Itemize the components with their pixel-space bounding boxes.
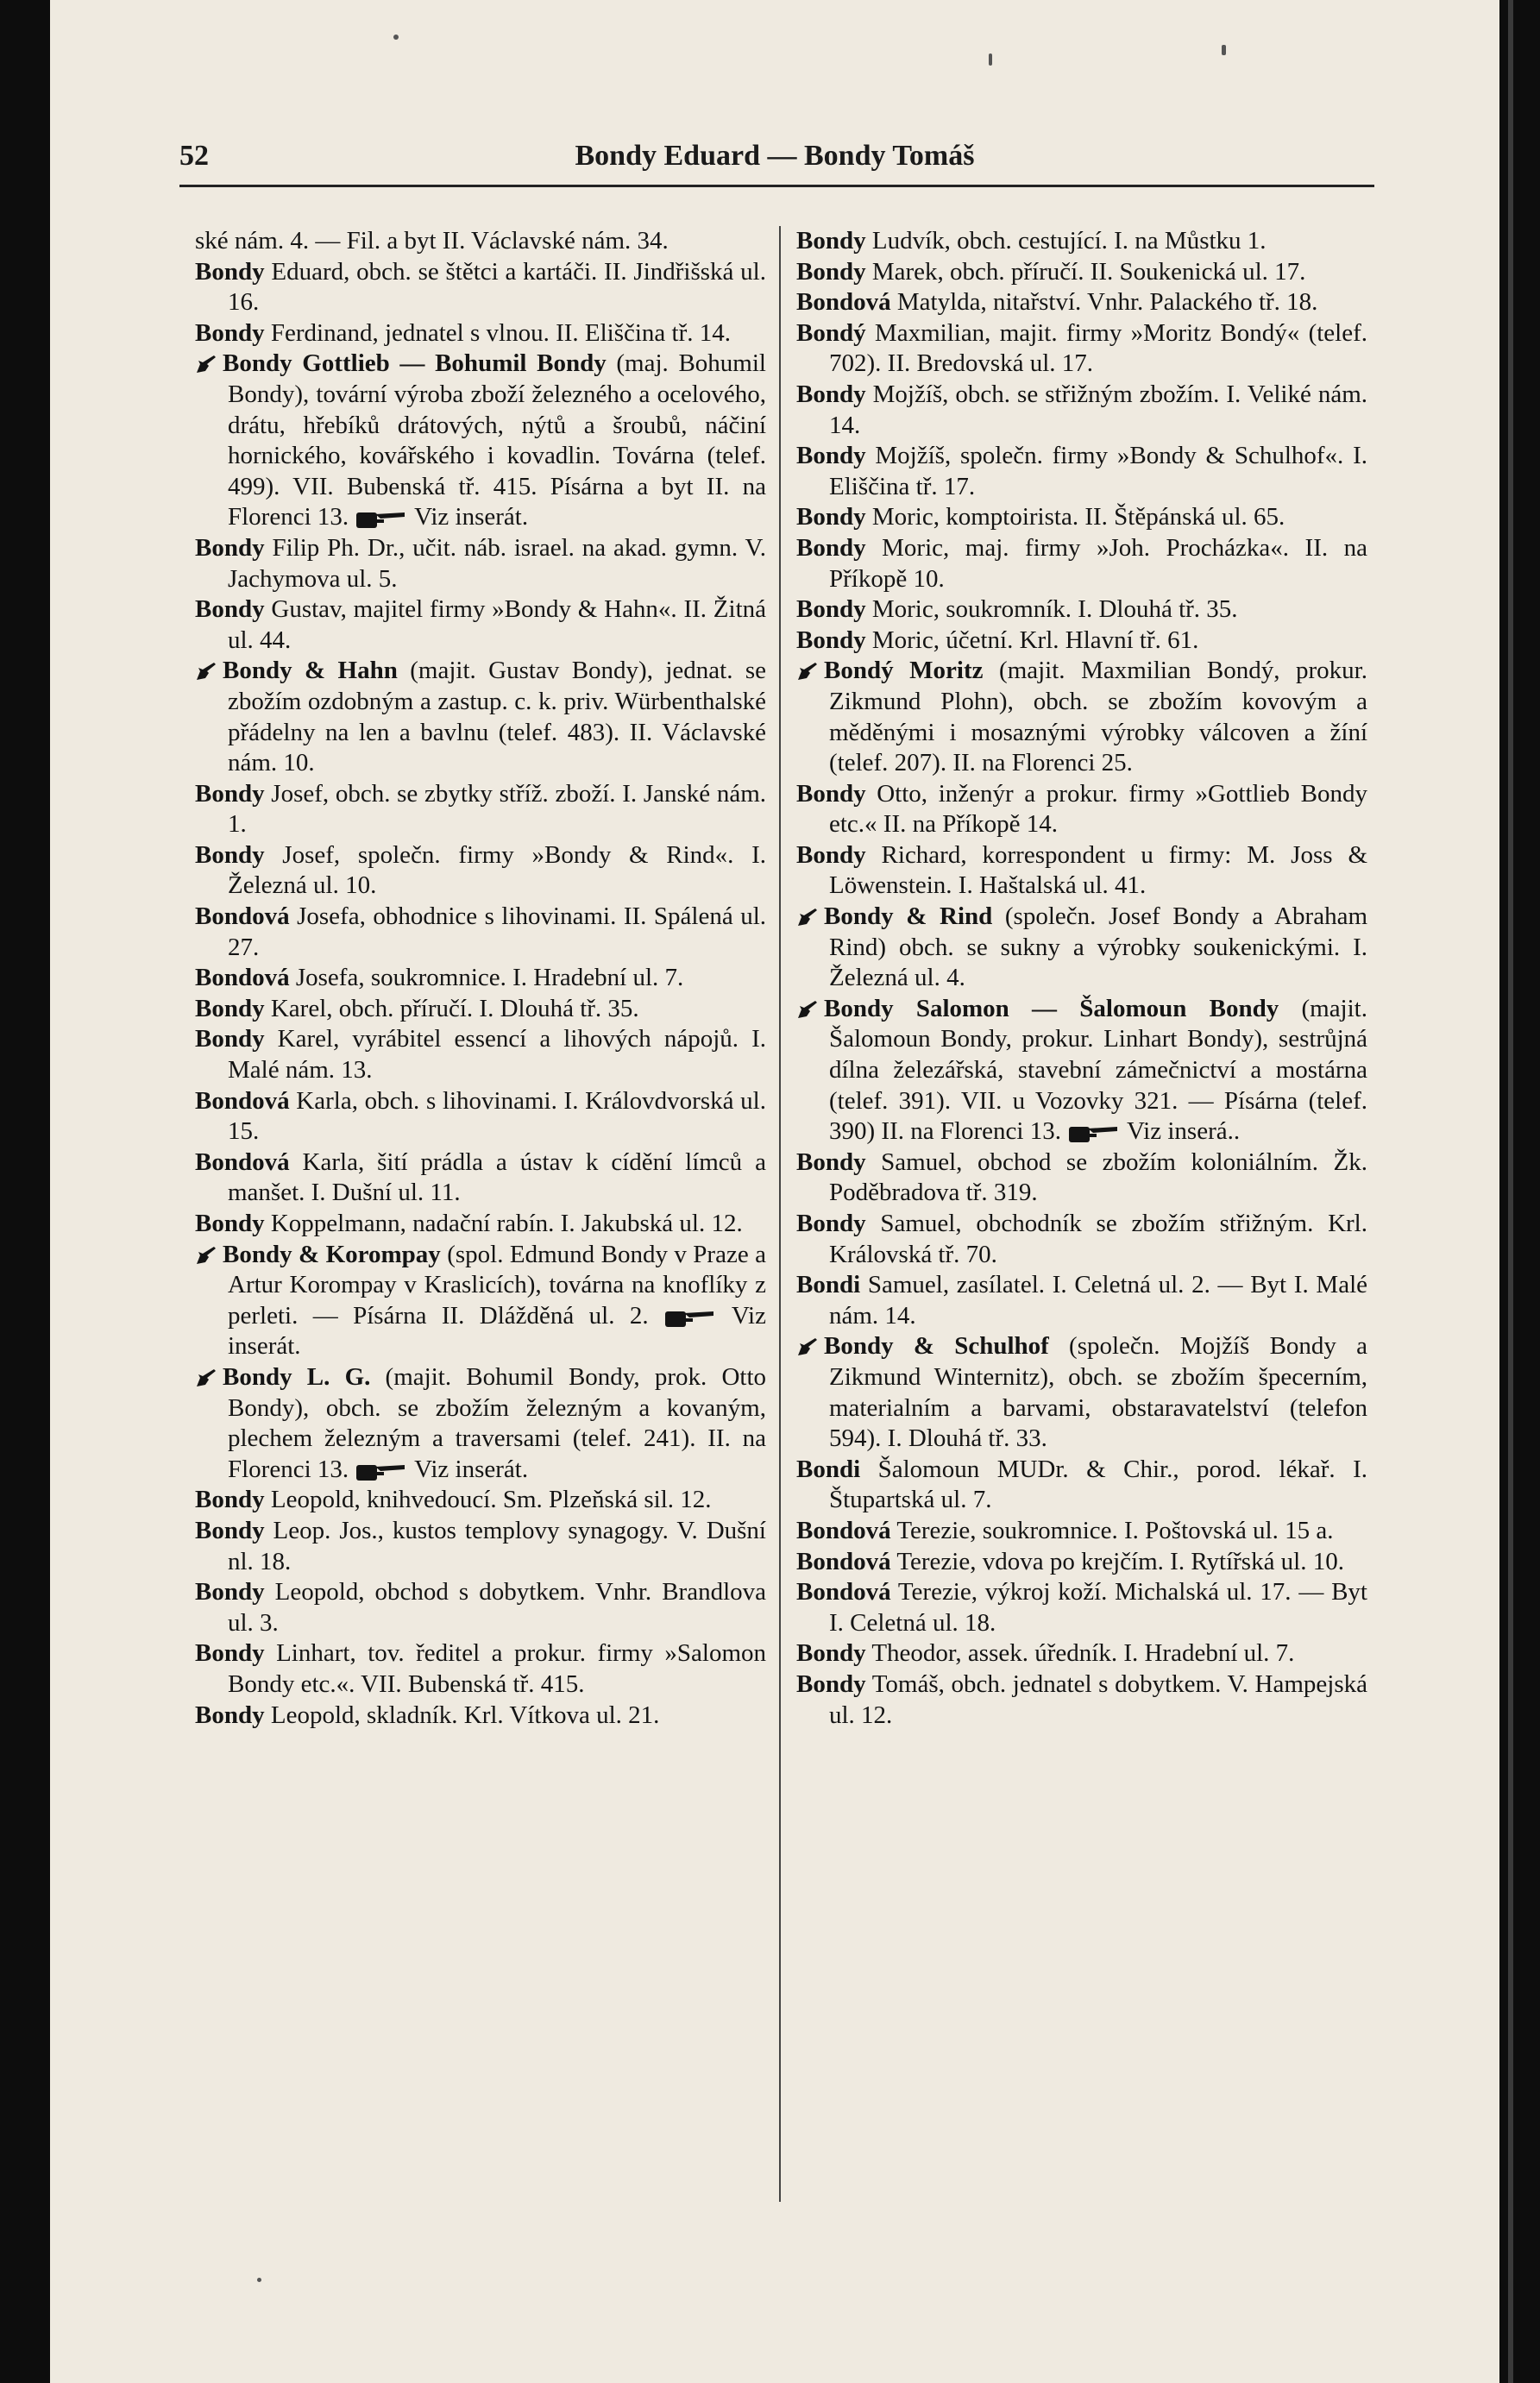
directory-entry — [195, 257, 766, 318]
entry-details: ské nám. 4. — Fil. a byt II. Václavské nám. 34. — [195, 227, 669, 255]
pointing-finger-icon — [355, 1455, 408, 1486]
entry-details: (maj. Bohumil Bondy), tovární výroba zboží železného a ocelového, drátu, hřebíků drátových, nýtů a šroubů, náčiní hornického, kovářského i kovadlin. Továrna (telef. 499). VII. Bubenská tř. 415. Písárna a byt II. na Florenci 13. — [228, 349, 766, 531]
entry-details: Moric, účetní. Krl. Hlavní tř. 61. — [865, 626, 1199, 654]
entry-name: Bondy — [796, 626, 866, 654]
entry-name: Bondy — [796, 1639, 866, 1668]
entry-details: Moric, komptoirista. II. Štěpánská ul. 65. — [865, 503, 1285, 531]
entry-details: Leopold, obchod s dobytkem. Vnhr. Brandlova ul. 3. — [228, 1578, 766, 1637]
entry-details: Josefa, soukromnice. I. Hradební ul. 7. — [289, 964, 684, 992]
entry-name: Bondy — [796, 840, 866, 869]
directory-entry — [195, 1209, 766, 1240]
entry-name: Bondová — [195, 1086, 290, 1115]
entry-details: Karel, obch. příručí. I. Dlouhá tř. 35. — [264, 994, 639, 1022]
directory-entry — [195, 1147, 766, 1209]
directory-entry — [195, 902, 766, 963]
directory-entry — [796, 533, 1367, 594]
entry-name: Bondy — [195, 257, 265, 286]
entry-name: Bondy — [195, 1516, 265, 1544]
page-number: 52 — [179, 140, 209, 172]
entry-details: (majit. Šalomoun Bondy, prokur. Linhart Bondy), sestrůjná dílna železářská, stavební zámečnictví a mostárna (telef. 391). VII. u Vozovky 321. — Písárna (telef. 390) II. na Florenci 13. — [829, 994, 1367, 1146]
left-column — [195, 226, 766, 2297]
pointing-hand-icon — [195, 1362, 223, 1393]
entry-details: Terezie, soukromnice. I. Poštovská ul. 15 a. — [890, 1516, 1334, 1544]
entry-details: Leop. Jos., kustos templovy synagogy. V. Dušní nl. 18. — [228, 1516, 766, 1575]
entry-name: Bondy Gottlieb — Bohumil Bondy — [223, 349, 607, 378]
directory-entry — [796, 1455, 1367, 1516]
entry-name: Bondy & Hahn — [223, 657, 398, 685]
entry-details: Josef, společn. firmy »Bondy & Rind«. I. Železná ul. 10. — [228, 840, 766, 900]
entry-details: Josefa, obhodnice s lihovinami. II. Spálená ul. 27. — [228, 902, 766, 961]
pointing-hand-icon — [796, 994, 824, 1025]
directory-entry — [796, 779, 1367, 840]
directory-entry — [195, 533, 766, 594]
pointing-finger-icon — [663, 1301, 717, 1332]
directory-entry — [195, 1516, 766, 1577]
entry-details: Marek, obch. příručí. II. Soukenická ul. 17. — [865, 257, 1306, 286]
directory-entry — [195, 963, 766, 994]
directory-entry — [796, 902, 1367, 994]
directory-entry — [195, 656, 766, 778]
entry-name: Bondy — [195, 840, 265, 869]
directory-entry — [796, 502, 1367, 533]
entry-details: Ludvík, obch. cestující. I. na Můstku 1. — [865, 227, 1267, 255]
entry-name: Bondy — [195, 318, 265, 347]
entry-details: Matylda, nitařství. Vnhr. Palackého tř. 18. — [890, 288, 1318, 317]
entry-details: Mojžíš, společn. firmy »Bondy & Schulhof«. I. Eliščina tř. 17. — [829, 442, 1367, 500]
entry-details: Ferdinand, jednatel s vlnou. II. Eliščina tř. 14. — [264, 318, 732, 347]
entry-name: Bondy — [796, 1210, 866, 1237]
directory-entry — [796, 1147, 1367, 1209]
entry-details: (spol. Edmund Bondy v Praze a Artur Korompay v Kraslicích), továrna na knoflíky z perleti. — Písárna II. Dlážděná ul. 2. — [228, 1240, 766, 1330]
entry-name: Bondová — [796, 288, 891, 317]
entry-name: Bondy & Korompay — [223, 1240, 441, 1268]
paper-speck — [1222, 45, 1226, 55]
entry-details: Maxmilian, majit. firmy »Moritz Bondý« (telef. 702). II. Bredovská ul. 17. — [829, 318, 1367, 378]
directory-entry — [195, 1701, 766, 1732]
directory-entry — [796, 656, 1367, 778]
directory-entry — [195, 994, 766, 1025]
entry-name: Bondy — [796, 595, 866, 624]
directory-entry — [195, 1485, 766, 1516]
entry-details: (majit. Maxmilian Bondý, prokur. Zikmund Plohn), obch. se zbožím kovovým a měděnými i mosaznými výrobky válcoven a žíní (telef. 207). II. na Florenci 25. — [829, 657, 1367, 777]
pointing-finger-icon — [355, 502, 408, 533]
entry-name: Bondy — [796, 533, 866, 562]
entry-details: Samuel, obchod se zbožím koloniálním. Žk. Poděbradova tř. 319. — [829, 1147, 1367, 1207]
entry-details: Mojžíš, obch. se střižným zbožím. I. Veliké nám. 14. — [829, 380, 1367, 439]
entry-details: Eduard, obch. se štětci a kartáči. II. Jindřišská ul. 16. — [228, 257, 766, 317]
entry-name: Bondová — [796, 1516, 891, 1544]
entry-name: Bondy — [195, 1486, 265, 1514]
pointing-hand-icon — [796, 902, 824, 933]
directory-entry — [796, 626, 1367, 657]
entry-details: Theodor, assek. úředník. I. Hradební ul. 7. — [865, 1639, 1295, 1668]
directory-entry — [195, 1240, 766, 1362]
entry-name: Bondová — [195, 964, 290, 992]
entry-name: Bondy — [796, 1147, 866, 1176]
header-rule — [179, 185, 1374, 187]
column-divider — [779, 226, 781, 2202]
entry-name: Bondy — [796, 257, 866, 286]
see-advertisement-note: Viz inserát. — [414, 1455, 529, 1483]
entry-name: Bondy — [796, 779, 866, 808]
entry-name: Bondy — [195, 533, 265, 562]
pointing-hand-icon — [195, 1240, 223, 1271]
entry-details: Richard, korrespondent u firmy: M. Joss & Löwenstein. I. Haštalská ul. 41. — [829, 840, 1367, 900]
entry-name: Bondy Salomon — Šalomoun Bondy — [824, 994, 1279, 1022]
directory-entry — [195, 318, 766, 349]
directory-entry — [796, 1638, 1367, 1669]
directory-entry — [796, 994, 1367, 1147]
entry-name: Bondi — [796, 1271, 861, 1299]
running-header — [179, 140, 1370, 183]
entry-details: Samuel, zasílatel. I. Celetná ul. 2. — Byt I. Malé nám. 14. — [829, 1271, 1367, 1330]
entry-details: Leopold, knihvedoucí. Sm. Plzeňská sil. 12. — [264, 1486, 712, 1514]
entry-name: Bondy — [796, 1669, 866, 1698]
entry-details: Filip Ph. Dr., učit. náb. israel. na akad. gymn. V. Jachymova ul. 5. — [228, 533, 766, 593]
directory-entry — [796, 441, 1367, 502]
entry-details: Šalomoun MUDr. & Chir., porod. lékař. I. Štupartská ul. 7. — [829, 1455, 1367, 1514]
entry-details: Otto, inženýr a prokur. firmy »Gottlieb Bondy etc.« II. na Příkopě 14. — [829, 779, 1367, 839]
entry-details: Samuel, obchodník se zbožím střižným. Krl. Královská tř. 70. — [829, 1210, 1367, 1268]
directory-entry — [796, 1331, 1367, 1454]
entry-name: Bondy — [796, 442, 866, 470]
entry-details: Tomáš, obch. jednatel s dobytkem. V. Hampejská ul. 12. — [829, 1669, 1367, 1729]
paper-speck — [989, 53, 992, 66]
directory-entry — [195, 1638, 766, 1700]
directory-entry — [195, 1086, 766, 1147]
entry-name: Bondý — [796, 318, 866, 347]
directory-entry — [195, 349, 766, 533]
directory-entry — [195, 779, 766, 840]
entry-details: Karla, šití prádla a ústav k cídění límců a manšet. I. Dušní ul. 11. — [228, 1147, 766, 1207]
directory-page — [50, 0, 1499, 2383]
pointing-hand-icon — [796, 1331, 824, 1362]
see-advertisement-note: Viz inserát. — [414, 503, 529, 531]
directory-entry — [796, 1669, 1367, 1731]
entry-details: Terezie, výkroj koží. Michalská ul. 17. — Byt I. Celetná ul. 18. — [829, 1578, 1367, 1637]
directory-entry — [796, 1270, 1367, 1331]
entry-details: (majit. Gustav Bondy), jednat. se zbožím ozdobným a zastup. c. k. priv. Würbenthalské přádelny na len a bavlnu (telef. 483). II. Václavské nám. 10. — [228, 657, 766, 777]
entry-name: Bondy — [195, 1578, 265, 1606]
directory-entry — [195, 1362, 766, 1485]
directory-entry — [796, 1547, 1367, 1578]
entry-name: Bondy L. G. — [223, 1362, 371, 1391]
directory-entry — [195, 1577, 766, 1638]
right-column — [796, 226, 1367, 2297]
entry-name: Bondy — [195, 1210, 265, 1237]
pointing-hand-icon — [195, 656, 223, 687]
entry-name: Bondová — [195, 1147, 290, 1176]
directory-entry — [796, 1577, 1367, 1638]
entry-details: Koppelmann, nadační rabín. I. Jakubská ul. 12. — [264, 1210, 743, 1237]
directory-entry — [796, 318, 1367, 380]
entry-details: (společn. Mojžíš Bondy a Zikmund Winternitz), obch. se zbožím špecerním, materialním a barvami, obstaravatelství (telefon 594). I. Dlouhá tř. 33. — [829, 1332, 1367, 1453]
directory-entry — [195, 594, 766, 656]
entry-details: Moric, soukromník. I. Dlouhá tř. 35. — [865, 595, 1238, 624]
entry-details: Gustav, majitel firmy »Bondy & Hahn«. II. Žitná ul. 44. — [228, 595, 766, 654]
directory-entry — [796, 594, 1367, 626]
entry-name: Bondy — [195, 1701, 265, 1729]
entry-details: Karla, obch. s lihovinami. I. Královdvorská ul. 15. — [228, 1086, 766, 1146]
entry-name: Bondý Moritz — [824, 657, 984, 685]
entry-name: Bondy — [195, 1025, 265, 1053]
entry-name: Bondová — [195, 902, 290, 931]
pointing-hand-icon — [195, 349, 223, 380]
entry-details: Linhart, tov. ředitel a prokur. firmy »Salomon Bondy etc.«. VII. Bubenská tř. 415. — [228, 1639, 766, 1698]
paper-speck — [257, 2278, 261, 2282]
entry-name: Bondy — [796, 503, 866, 531]
entry-name: Bondy — [195, 779, 265, 808]
entry-details: (majit. Bohumil Bondy, prok. Otto Bondy), obch. se zbožím železným a kovaným, plechem železným a traversami (telef. 241). II. na Florenci 13. — [228, 1362, 766, 1483]
pointing-finger-icon — [1067, 1116, 1121, 1147]
pointing-hand-icon — [796, 656, 824, 687]
directory-entry — [796, 226, 1367, 257]
entry-name: Bondová — [796, 1547, 891, 1575]
entry-details: Moric, maj. firmy »Joh. Procházka«. II. na Příkopě 10. — [829, 533, 1367, 593]
entry-name: Bondy — [195, 595, 265, 624]
see-advertisement-note: Viz inserá.. — [1126, 1117, 1241, 1146]
directory-entry — [796, 840, 1367, 902]
scan-edge — [1501, 0, 1540, 2383]
directory-entry — [195, 1024, 766, 1085]
entry-name: Bondi — [796, 1455, 861, 1483]
entry-name: Bondy & Rind — [824, 902, 993, 931]
page-title: Bondy Eduard — Bondy Tomáš — [575, 140, 975, 172]
entry-name: Bondy — [796, 380, 866, 408]
directory-entry — [796, 1209, 1367, 1270]
directory-entry — [796, 287, 1367, 318]
entry-name: Bondy — [796, 227, 866, 255]
directory-entry — [195, 226, 766, 257]
entry-name: Bondy — [195, 1639, 265, 1668]
entry-name: Bondy & Schulhof — [824, 1332, 1049, 1361]
entry-details: Leopold, skladník. Krl. Vítkova ul. 21. — [264, 1701, 660, 1729]
directory-entry — [195, 840, 766, 902]
entry-details: (společn. Josef Bondy a Abraham Rind) obch. se sukny a výrobky soukenickými. I. Železná ul. 4. — [829, 902, 1367, 992]
see-advertisement-note: Viz inserát. — [228, 1301, 766, 1361]
entry-details: Karel, vyrábitel essencí a lihových nápojů. I. Malé nám. 13. — [228, 1025, 766, 1085]
directory-entry — [796, 1516, 1367, 1547]
entry-details: Terezie, vdova po krejčím. I. Rytířská ul. 10. — [890, 1547, 1344, 1575]
entry-name: Bondová — [796, 1578, 891, 1606]
directory-entry — [796, 257, 1367, 288]
entry-details: Josef, obch. se zbytky stříž. zboží. I. Janské nám. 1. — [228, 779, 766, 839]
paper-speck — [393, 35, 399, 40]
entry-name: Bondy — [195, 994, 265, 1022]
directory-entry — [796, 380, 1367, 441]
